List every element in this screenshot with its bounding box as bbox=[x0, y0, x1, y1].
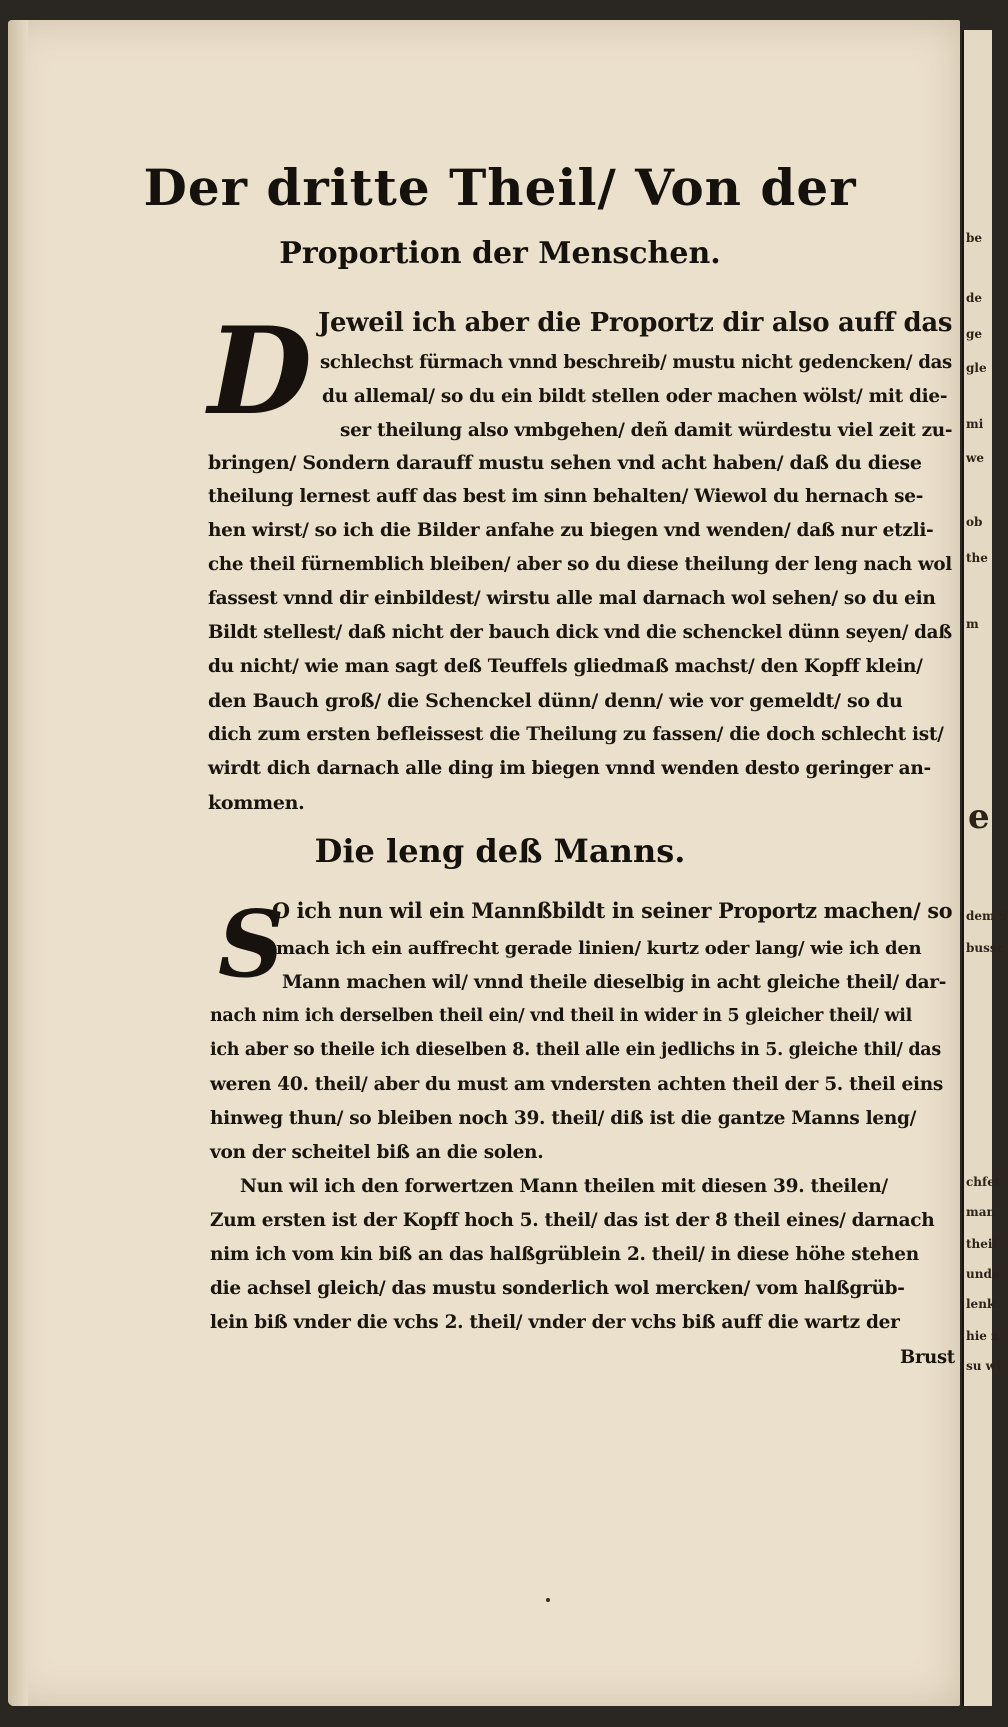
adjacent-text-fragment: ob bbox=[966, 515, 983, 529]
adjacent-text-fragment: unde bbox=[966, 1267, 1000, 1281]
text-line: fassest vnnd dir einbildest/ wirstu alle mal darnach wol sehen/ so du ein bbox=[208, 588, 936, 609]
text-line: mach ich ein auffrecht gerade linien/ kurtz oder lang/ wie ich den bbox=[276, 938, 922, 959]
chapter-title: Der dritte Theil/ Von der bbox=[143, 158, 857, 217]
text-line: che theil fürnemblich bleiben/ aber so du diese theilung der leng nach wol bbox=[208, 554, 952, 575]
text-line: hinweg thun/ so bleiben noch 39. theil/ diß ist die gantze Manns leng/ bbox=[210, 1108, 917, 1129]
text-line: theilung lernest auff das best im sinn behalten/ Wiewol du hernach se- bbox=[208, 486, 924, 507]
text-line: nim ich vom kin biß an das halßgrüblein 2. theil/ in diese höhe stehen bbox=[210, 1244, 919, 1265]
adjacent-text-fragment: hie z bbox=[966, 1329, 998, 1343]
adjacent-text-fragment: de bbox=[966, 291, 983, 305]
text-line: Nun wil ich den forwertzen Mann theilen mit diesen 39. theilen/ bbox=[240, 1176, 888, 1197]
text-line: Bildt stellest/ daß nicht der bauch dick vnd die schenckel dünn seyen/ daß bbox=[208, 622, 952, 643]
text-line: die achsel gleich/ das mustu sonderlich wol mercken/ vom halßgrüb- bbox=[210, 1278, 905, 1299]
adjacent-initial-letter: e bbox=[968, 797, 990, 837]
text-line: hen wirst/ so ich die Bilder anfahe zu biegen vnd wenden/ daß nur etzli- bbox=[208, 520, 934, 541]
catchword: Brust bbox=[900, 1346, 955, 1368]
text-line: wirdt dich darnach alle ding im biegen vnnd wenden desto geringer an- bbox=[208, 758, 931, 779]
adjacent-text-fragment: m bbox=[966, 617, 979, 631]
adjacent-text-fragment: dem S bbox=[966, 909, 1008, 923]
adjacent-text-fragment: mi bbox=[966, 417, 984, 431]
adjacent-text-fragment: su wi bbox=[966, 1359, 1001, 1373]
text-line: du nicht/ wie man sagt deß Teuffels gliedmaß machst/ den Kopff klein/ bbox=[208, 656, 923, 677]
drop-cap-initial: S bbox=[218, 890, 285, 998]
adjacent-text-fragment: the bbox=[966, 551, 988, 565]
text-line: du allemal/ so du ein bildt stellen oder machen wölst/ mit die- bbox=[322, 386, 948, 407]
text-line: Zum ersten ist der Kopff hoch 5. theil/ das ist der 8 theil eines/ darnach bbox=[210, 1210, 935, 1231]
text-line: Jeweil ich aber die Proportz dir also auff das bbox=[318, 308, 953, 338]
adjacent-text-fragment: lenk bbox=[966, 1297, 996, 1311]
text-line: den Bauch groß/ die Schenckel dünn/ denn/ wie vor gemeldt/ so du bbox=[208, 690, 903, 712]
text-line: von der scheitel biß an die solen. bbox=[210, 1142, 544, 1163]
text-line: ich aber so theile ich dieselben 8. theil alle ein jedlichs in 5. gleiche thil/ das bbox=[210, 1040, 941, 1060]
text-line: O ich nun wil ein Mannßbildt in seiner Proportz machen/ so bbox=[272, 898, 953, 923]
drop-cap-initial: D bbox=[208, 301, 313, 442]
text-line: nach nim ich derselben theil ein/ vnd theil in wider in 5 gleicher theil/ wil bbox=[210, 1006, 912, 1026]
adjacent-text-fragment: bussc bbox=[966, 941, 1004, 955]
adjacent-text-fragment: ge bbox=[966, 327, 983, 341]
page-speck bbox=[546, 1598, 550, 1602]
adjacent-text-fragment: theil bbox=[966, 1237, 998, 1251]
adjacent-text-fragment: be bbox=[966, 231, 983, 245]
text-line: kommen. bbox=[208, 792, 305, 814]
text-line: bringen/ Sondern darauff mustu sehen vnd acht haben/ daß du diese bbox=[208, 452, 922, 474]
adjacent-text-fragment: we bbox=[966, 451, 984, 465]
section-heading: Die leng deß Manns. bbox=[314, 832, 686, 870]
text-line: Mann machen wil/ vnnd theile dieselbig in acht gleiche theil/ dar- bbox=[282, 972, 947, 993]
adjacent-text-fragment: gle bbox=[966, 361, 987, 375]
adjacent-text-fragment: chfet bbox=[966, 1175, 1001, 1189]
text-line: lein biß vnder die vchs 2. theil/ vnder der vchs biß auff die wartz der bbox=[210, 1312, 900, 1333]
text-line: weren 40. theil/ aber du must am vndersten achten theil der 5. theil eins bbox=[210, 1074, 944, 1095]
text-line: dich zum ersten befleissest die Theilung zu fassen/ die doch schlecht ist/ bbox=[208, 724, 944, 745]
chapter-subtitle: Proportion der Menschen. bbox=[279, 236, 721, 271]
text-line: ser theilung also vmbgehen/ deñ damit würdestu viel zeit zu- bbox=[340, 420, 953, 441]
adjacent-text-fragment: man bbox=[966, 1205, 996, 1219]
text-line: schlechst fürmach vnnd beschreib/ mustu nicht gedencken/ das bbox=[320, 352, 952, 373]
